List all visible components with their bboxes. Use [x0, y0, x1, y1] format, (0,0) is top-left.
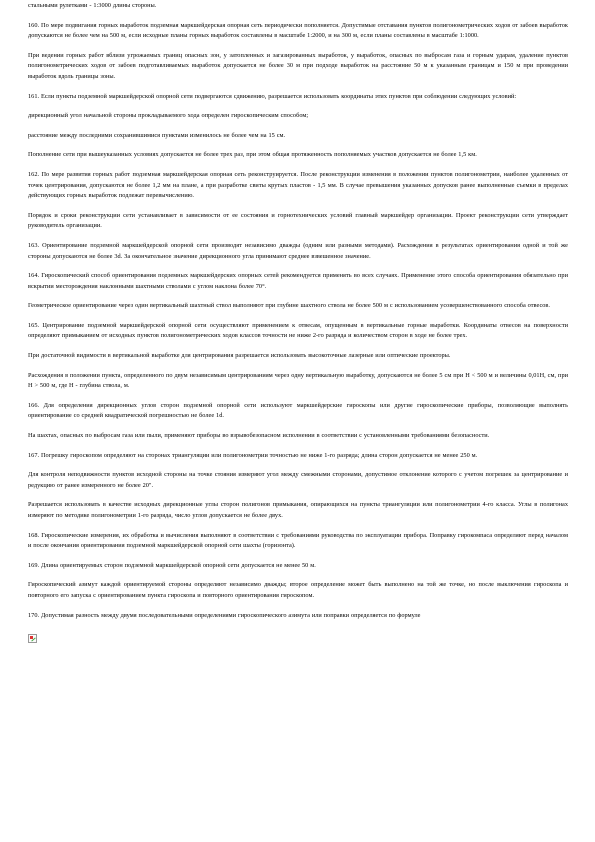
paragraph-162: 162. По мере развития горных работ подземная маркшейдерская опорная сеть реконструируется. После реконструкции изменения в положении пунктов полигонометрии, наиболее удаленных от точек центрирования, допускаются не более 1,2 мм на плане, а при разработке свиты крутых пластов - 1,5 мм. В случае превышения указанных допусков ранее выполненные съемки в пределах действующих горных выработок подлежат перевычислению. — [28, 170, 568, 200]
paragraph-165-projectors: При достаточной видимости в вертикальной выработке для центрирования разрешается использовать высокоточные лазерные или оптические проекторы. — [28, 352, 451, 360]
paragraph-167-reference: Разрешается использовать в качестве исходных дирекционные углы сторон полигонов примыкания, опирающихся на пункты триангуляции или полигонометрии 4-го класса. Углы в полигонах измеряют по методике полигонометрии 1-го разряда, число углов допускается не более двух. — [28, 501, 568, 519]
paragraph-161-condition-1: дирекционный угол начальной стороны прокладываемого хода определен гироскопическим способом; — [28, 112, 309, 120]
paragraph-169-azimuth: Гироскопический азимут каждой ориентируемой стороны определяют независимо дважды; второе определение может быть выполнено на той же точке, но после выключения гироскопа и повторного его запуска с ориентированием пункта гироскопа и повторного ориентирования гироскопом. — [28, 581, 568, 599]
paragraph-168: 168. Гироскопические измерения, их обработка и вычисления выполняют в соответствии с требованиями руководства по эксплуатации прибора. Поправку гирокомпаса определяют перед началом и после окончания ориентирования подземной маркшейдерской опорной сети шахты (горизонта). — [28, 531, 568, 550]
paragraph-162-order: Порядок и сроки реконструкции сети устанавливает в зависимости от ее состояния и горнотехнических условий главный маркшейдер организации. Проект реконструкции сети утверждает руководитель организации. — [28, 211, 568, 230]
paragraph-170: 170. Допустимая разность между двумя последовательными определениями гироскопического азимута или поправки определяется по формуле — [28, 611, 421, 619]
paragraph-161-condition-2: расстояние между последними сохранившимися пунктами изменилось не более чем на 15 см. — [28, 131, 286, 139]
paragraph-166-explosion-safe: На шахтах, опасных по выбросам газа или пыли, применяют приборы во взрывобезопасном исполнении в соответствии с установленными требованиями безопасности. — [28, 432, 490, 440]
paragraph-167-control: Для контроля неподвижности пунктов исходной стороны на точке стояния измеряют угол между смежными сторонами, допустимое отклонение которого с учетом погрешек за центрирование и редукцию от ранее измеренного не более 20". — [28, 471, 568, 489]
paragraph-164: 164. Гироскопический способ ориентирования подземных маркшейдерских опорных сетей рекомендуется применять во всех случаях. Применение этого способа ориентирования обязательно при вскрытии месторождения наклонными шахтными стволами с углом наклона более 70°. — [28, 272, 568, 290]
paragraph-160-hazard-zones: При ведении горных работ вблизи угрожаемых границ опасных зон, у затопленных и загазированных выработок, у выработок, опасных по выбросам газа и горным ударам, удаление пунктов полигонометрических ходов от забоев подготавливаемых выработок допускается не более 30 м при подходе выработок на расстояние 50 м к указанным границам и 150 м при проведении выработок вдоль границы зоны. — [28, 51, 568, 80]
paragraph-164-geometric: Геометрическое ориентирование через один вертикальный шахтный ствол выполняют при глубине шахтного ствола не более 500 м с использованием усовершенствованного способа отвесов. — [28, 302, 551, 310]
broken-image-icon — [28, 634, 37, 643]
paragraph-160: 160. По мере подвигания горных выработок подземная маркшейдерская опорная сеть периодически пополняется. Допустимые отставания пунктов полигонометрических ходов от забоев выработок допускаются не более чем на 500 м, если исходные планы горных выработок составлены в масштабе 1:2000, и на 300 м, если планы составлены в масштабе 1:1000. — [28, 21, 568, 40]
paragraph-167: 167. Погрешку гироскопом определяют на сторонах триангуляции или полигонометрии точностью не ниже 1-го разряда; длина сторон допускается не менее 250 м. — [28, 451, 478, 459]
paragraph-166: 166. Для определения дирекционных углов сторон подземной опорной сети используют маркшейдерские гироскопы или другие гироскопические приборы, позволяющие выполнять ориентирование со средней квадратической погрешностью не более 1d. — [28, 401, 568, 420]
document-page — [28, 0, 568, 842]
paragraph-161: 161. Если пункты подземной маркшейдерской опорной сети подвергаются сдвижению, разрешается использовать координаты этих пунктов при соблюдении следующих условий: — [28, 92, 517, 100]
paragraph-161-limit: Пополнение сети при вышеуказанных условиях допускается не более трех раз, при этом общая протяженность пополняемых участков допускается не более 1,5 км. — [28, 151, 477, 159]
paragraph-intro-tail: стальными рулетками - 1:3000 длины стороны. — [28, 2, 157, 9]
paragraph-163: 163. Ориентирование подземной маркшейдерской опорной сети производят независимо дважды (одним или разными методами). Расхождения в результатах ориентирования одной и той же стороны допускаются не более 3d. За окончательное значение дирекционного угла принимают среднее взвешенное значение. — [28, 241, 568, 260]
paragraph-165-tolerance: Расхождения в положении пункта, определенного по двум независимым центрированиям через одну вертикальную выработку, допускаются не более 5 см при H < 500 м и величины 0,01H, см, при H > 500 м, где H - глубина ствола, м. — [28, 371, 568, 390]
paragraph-165: 165. Центрирование подземной маркшейдерской опорной сети осуществляют применением к отвесам, опущенным в вертикальные горные выработки. Координаты отвесов на поверхности определяют примыканием от исходных пунктов полигонометрических ходов классов точности не ниже 2-го разряда и количеством сторон в ходе не более трех. — [28, 321, 568, 340]
paragraph-169: 169. Длина ориентируемых сторон подземной маркшейдерской опорной сети допускается не менее 50 м. — [28, 561, 316, 569]
